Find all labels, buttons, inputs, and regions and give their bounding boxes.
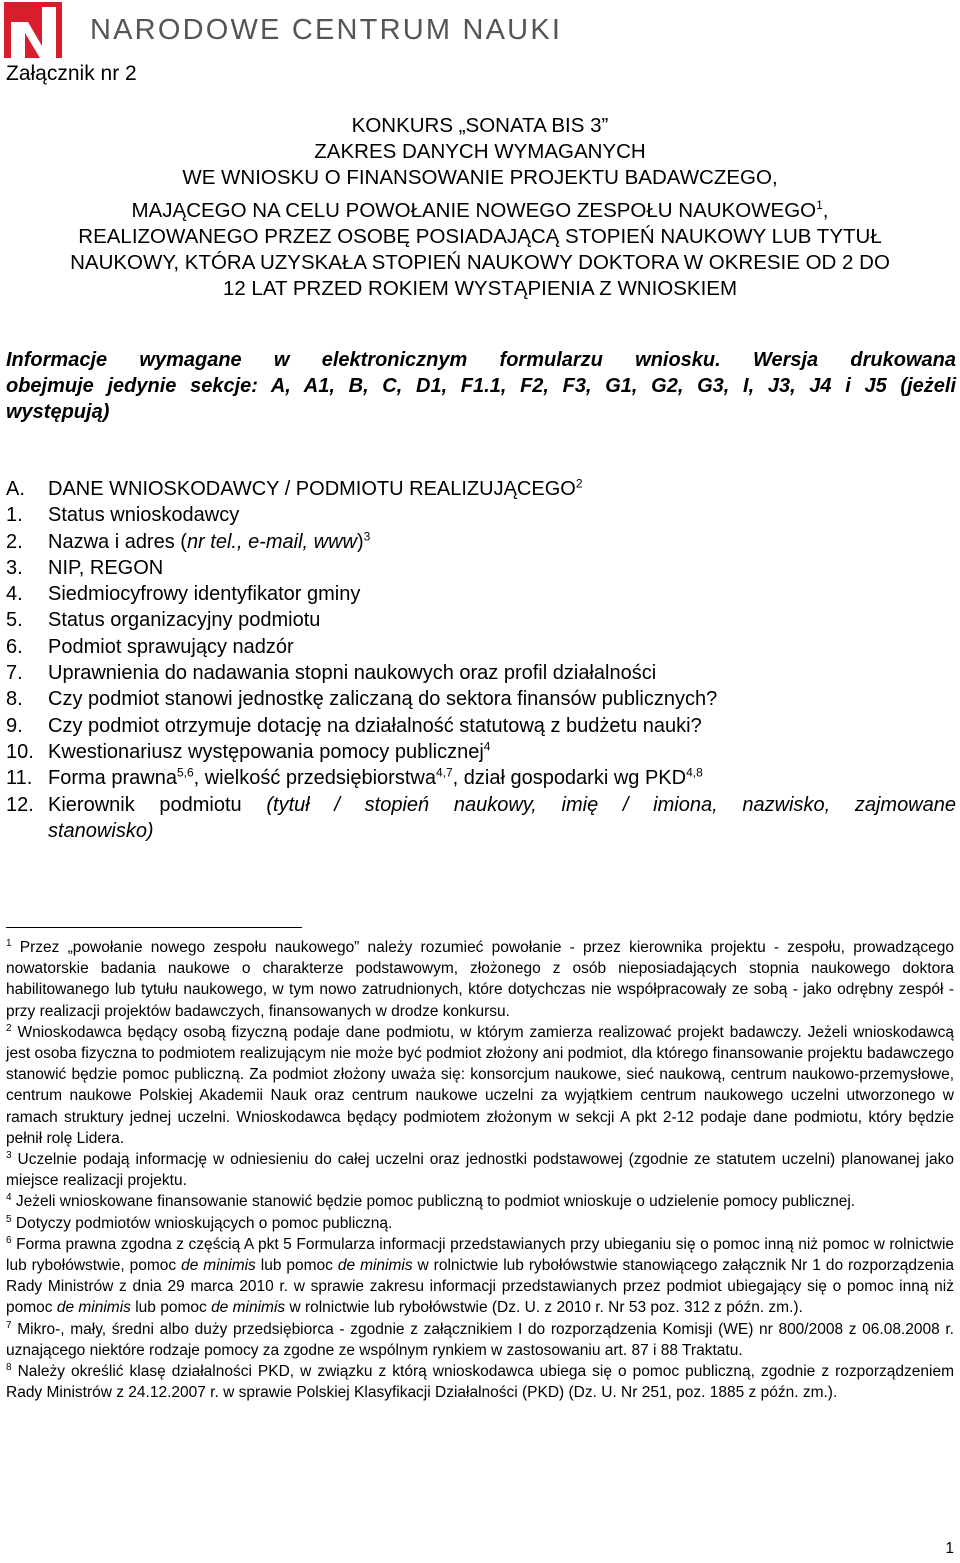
list-item: 1. Status wnioskodawcy	[6, 504, 240, 527]
page-number: 1	[945, 1540, 954, 1557]
ncn-logo-icon	[4, 2, 62, 58]
footnote: $^5$ Dotyczy podmiotów wnioskujących o pomoc publiczną.	[6, 1213, 393, 1232]
list-item: 9. Czy podmiot otrzymuje dotację na działalność statutową z budżetu nauki?	[6, 714, 702, 737]
section-heading: A. DANE WNIOSKODAWCY / PODMIOTU REALIZUJĄCEGO$^2$	[6, 476, 583, 500]
footnote-ref: 4,8	[686, 765, 703, 780]
info-paragraph: Informacje wymagane w elektronicznym formularzu wniosku. Wersja drukowana obejmuje jedynie sekcje: A, A1, B, C, D1, F1.1, F2, F3, G1, G2, G3, I, J3, J4 i J5 (jeżeli występują)	[6, 349, 956, 423]
title-line: KONKURS „SONATA BIS 3”	[351, 114, 609, 137]
list-item: 10. Kwestionariusz występowania pomocy publicznej$^4$	[6, 739, 491, 763]
title-line: 12 LAT PRZED ROKIEM WYSTĄPIENIA Z WNIOSKIEM	[222, 277, 738, 301]
title-line: REALIZOWANEGO PRZEZ OSOBĘ POSIADAJĄCĄ STOPIEŃ NAUKOWY LUB TYTUŁ	[78, 224, 882, 248]
list-item: 4. Siedmiocyfrowy identyfikator gminy	[6, 583, 361, 606]
list-item: 8. Czy podmiot stanowi jednostkę zaliczaną do sektora finansów publicznych?	[6, 688, 718, 711]
section-a	[6, 476, 956, 844]
list-item: 2. Nazwa i adres (nr tel., e-mail, www)$^3$	[6, 528, 371, 553]
title-line: MAJĄCEGO NA CELU POWOŁANIE NOWEGO ZESPOŁU NAUKOWEGO$^1$,	[131, 197, 829, 222]
footnote: $^4$ Jeżeli wnioskowane finansowanie stanowić będzie pomoc publiczną to podmiot wnioskuje o udzielenie pomocy publicznej.	[6, 1192, 856, 1211]
title-line: ZAKRES DANYCH WYMAGANYCH	[314, 140, 646, 164]
footnote-separator	[6, 927, 302, 928]
footnote-ref: 5,6	[176, 765, 194, 780]
footnote-ref: 4,7	[435, 765, 453, 780]
list-item: 5. Status organizacyjny podmiotu	[6, 609, 321, 632]
footnote: $^3$ Uczelnie podają informację w odniesieniu do całej uczelni oraz jednostki podstawowej (zgodnie ze statutem uczelni) planowanej jako miejsce realizacji projektu.	[6, 1149, 954, 1190]
title-line: WE WNIOSKU O FINANSOWANIE PROJEKTU BADAWCZEGO,	[182, 166, 778, 190]
footnote-ref: 3	[363, 528, 371, 543]
list-item: 3. NIP, REGON	[6, 556, 164, 579]
footnote-ref: 4	[483, 739, 491, 754]
footnote: $^1$ Przez „powołanie nowego zespołu naukowego” należy rozumieć powołanie - przez kierownika projektu - zespołu, prowadzącego nowatorskie badania naukowe o charakterze podstawowym, złożonego z osób nieposiadających stopnia naukowego doktora habilitowanego lub tytułu naukowego, w tym nowo zatrudnionych, które dotychczas nie współpracowały ze sobą - jako odrębny zespół - przy realizacji projektów badawczych, finansowanych w drodze konkursu.	[6, 937, 955, 1020]
attachment-label: Załącznik nr 2	[6, 62, 137, 85]
document-title	[0, 113, 960, 302]
footnote: $^6$ Forma prawna zgodna z częścią A pkt 5 Formularza informacji przedstawianych przy ubieganiu się o pomoc inną niż pomoc w rolnictwie lub rybołówstwie, pomoc de minimis lub pomoc de minimis w rolnictwie lub rybołówstwie stanowiącego załącznik Nr 1 do rozporządzenia Rady Ministrów z dnia 29 marca 2010 r. w sprawie zakresu informacji przedstawianych przez podmiot ubiegający się o pomoc inną niż pomoc de minimis lub pomoc de minimis w rolnictwie lub rybołówstwie (Dz. U. z 2010 r. Nr 53 poz. 312 z późn. zm.).	[6, 1234, 955, 1317]
footnote-ref: 2	[575, 476, 583, 491]
footnotes	[6, 937, 954, 1403]
list-item: 7. Uprawnienia do nadawania stopni naukowych oraz profil działalności	[6, 662, 657, 685]
footnote-ref: 1	[816, 197, 823, 212]
footnote: $^2$ Wnioskodawca będący osobą fizyczną podaje dane podmiotu, w którym zamierza realizować projekt badawczy. Jeżeli wnioskodawcą jest osoba fizyczna to podmiotem realizującym nie może być podmiot złożony ani podmiot, dla którego finansowanie projektu badawczego stanowić będzie pomoc publiczną. Za podmiot złożony uważa się: konsorcjum naukowe, sieć naukową, centrum naukowo-przemysłowe, centrum naukowe Polskiej Akademii Nauk oraz centrum naukowe uczelni za wyjątkiem centrum naukowego uczelni utworzonego w ramach struktury jednej uczelni. Wnioskodawca będący podmiotem złożonym w sekcji A pkt 2-12 podaje dane podmiotu, który będzie pełnił rolę Lidera.	[6, 1022, 954, 1147]
list-item: 11. Forma prawna$^{5,6}$, wielkość przedsiębiorstwa$^{4,7}$, dział gospodarki wg PKD$^{4,8}$	[6, 765, 703, 790]
footnote: $^8$ Należy określić klasę działalności PKD, w związku z którą wnioskodawca ubiega się o pomoc publiczną, zgodnie z rozporządzeniem Rady Ministrów z 24.12.2007 r. w sprawie Polskiej Klasyfikacji Działalności (PKD) (Dz. U. Nr 251, poz. 1885 z późn. zm.).	[6, 1361, 954, 1402]
title-line: NAUKOWY, KTÓRA UZYSKAŁA STOPIEŃ NAUKOWY DOKTORA W OKRESIE OD 2 DO	[70, 250, 890, 274]
list-item: 12. Kierownik podmiotu (tytuł / stopień naukowy, imię / imiona, nazwisko, zajmowane stanowisko)	[6, 793, 956, 842]
footnote: $^7$ Mikro-, mały, średni albo duży przedsiębiorca - zgodnie z załącznikiem I do rozporządzenia Komisji (WE) nr 800/2008 z 06.08.2008 r. uznającego niektóre rodzaje pomocy za zgodne ze wspólnym rynkiem w zastosowaniu art. 87 i 88 Traktatu.	[6, 1319, 954, 1359]
brand-name: NARODOWE CENTRUM NAUKI	[90, 14, 563, 46]
list-item: 6. Podmiot sprawujący nadzór	[6, 635, 294, 658]
